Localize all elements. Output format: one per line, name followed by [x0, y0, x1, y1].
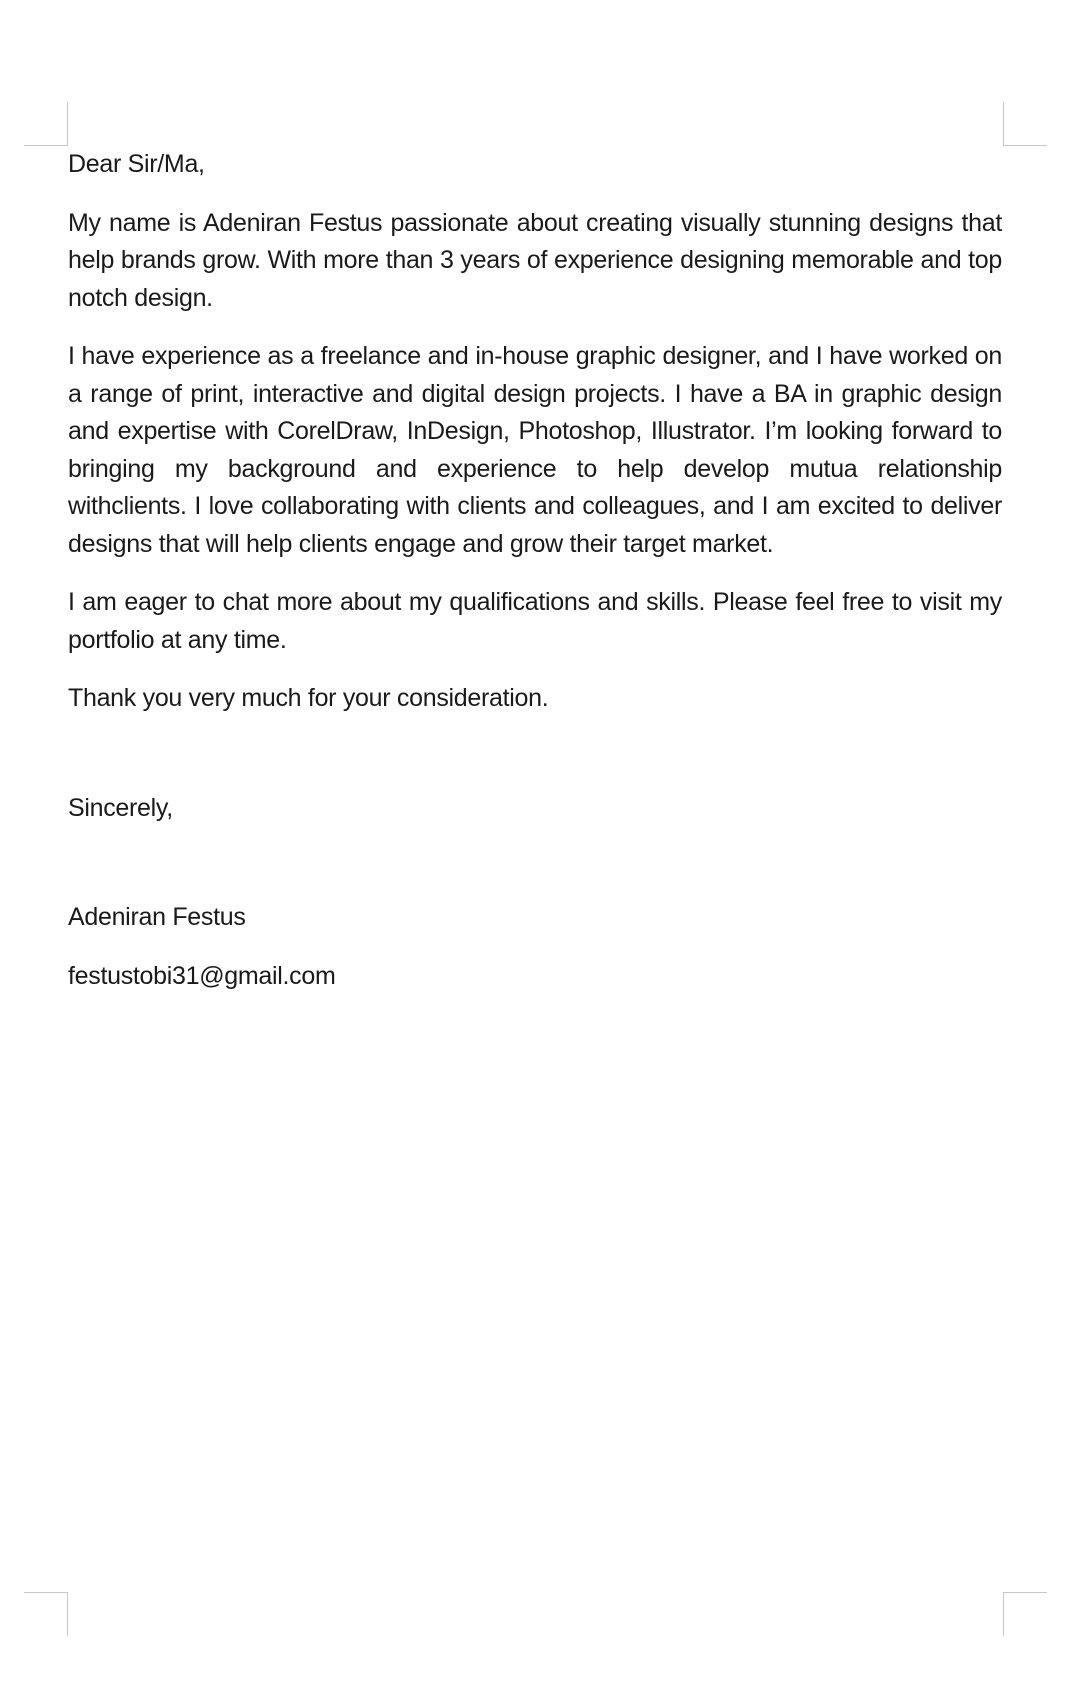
contact-paragraph: I am eager to chat more about my qualifications and skills. Please feel free to visit my portfolio at any time. — [68, 588, 1002, 654]
thanks-line: Thank you very much for your consideration. — [68, 684, 549, 712]
bottom-left-margin-mark — [24, 1592, 68, 1636]
letter-body — [68, 146, 1002, 1016]
closing: Sincerely, — [68, 793, 173, 822]
top-left-margin-mark — [24, 102, 68, 146]
top-right-margin-mark — [1003, 102, 1047, 146]
bottom-right-margin-mark — [1003, 1592, 1047, 1636]
intro-paragraph: My name is Adeniran Festus passionate about creating visually stunning designs that help brands grow. With more than 3 years of experience designing memorable and top notch design. — [68, 208, 1002, 312]
email-address: festustobi31@gmail.com — [68, 961, 336, 990]
salutation: Dear Sir/Ma, — [68, 150, 205, 178]
signature-name: Adeniran Festus — [68, 903, 246, 931]
experience-paragraph: I have experience as a freelance and in-house graphic designer, and I have worked on a range of print, interactive and digital design projects. I have a BA in graphic design and expertise with CorelDraw, InDesign, Photoshop, Illustrator. I’m looking forward to bringing my background and experience to help develop mutua relationship withclients. I love collaborating with clients and colleagues, and I am excited to deliver designs that will help clients engage and grow their target market. — [68, 342, 1002, 558]
